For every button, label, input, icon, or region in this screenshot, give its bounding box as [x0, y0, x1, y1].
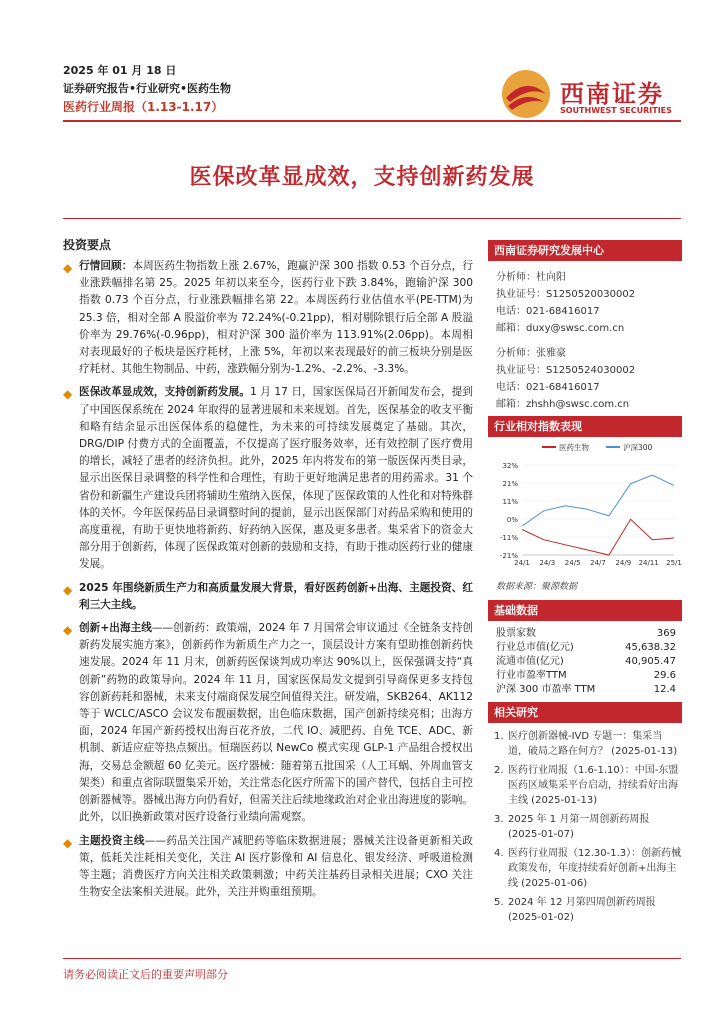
data-key: 股票家数	[496, 628, 536, 639]
data-row	[488, 669, 682, 683]
logo-en: SOUTHWEST SECURITIES	[560, 106, 672, 115]
report-title: 医保改革显成效，支持创新药发展	[189, 164, 535, 190]
paragraph	[63, 580, 473, 614]
bullet-icon: ◆	[63, 623, 73, 638]
data-key: 行业总市值(亿元)	[496, 642, 574, 653]
related-text: 2025 年 1 月第一周创新药周报 (2025-01-07)	[508, 814, 650, 840]
data-row	[488, 655, 682, 669]
paragraph-text: ——药品关注国产减肥药等临床数据进展；器械关注设备更新相关政策，低耗关注耗相关变化，关注 AI 医疗影像和 AI 信息化、银发经济、呼吸道检测等主题；消费医疗方向关注相关政策刺激；中药关注基药目录相关进展；CXO 关注生物安全法案相关进展。此外，关注并购重组预期。	[79, 834, 474, 899]
x-tick-label: 24/3	[539, 559, 556, 567]
y-tick-label: -11%	[499, 534, 518, 542]
paragraph-text: 1 月 17 日，国家医保局召开新闻发布会，提到了中国医保系统在 2024 年取得的显著进展和未来规划。首先，医保基金的收支平衡和略有结余显示出医保体系的稳健性，为未来的可持续发展奠定了基础。其次，DRG/DIP 付费方式的全面覆盖，不仅提高了医疗服务效率，还有效控制了医疗费用的增长，减轻了患者的经济负担。此外，2025 年内将发布的第一版医保丙类目录，显示出医保目录调整的科学性和合理性，有助于更好地满足患者的用药需求。31 个省份和新疆生产建设兵团将辅助生殖纳入医保，体现了医保政策的人性化和对特殊群体的关怀。今年医保药品目录调整时间的提前，显示出医保部门对药品采购和使用的高度重视，有助于更快地将新药、好药纳入医保，惠及更多患者。集采省下的资金大部分用于创新药，体现了医保政策对创新的鼓励和支持，有助于推动医药行业的健康发展。	[79, 386, 474, 571]
related-text: 医药行业周报（12.30-1.3）：创新药械政策发布，年度持续看好创新+出海主线 (2025-01-06)	[508, 848, 682, 889]
related-num: 3.	[494, 814, 504, 825]
report-date: 2025 年 01 月 18 日	[63, 64, 177, 77]
related-num: 4.	[494, 848, 504, 859]
report-category: 证券研究报告•行业研究•医药生物	[63, 82, 232, 95]
paragraph	[63, 384, 473, 573]
analyst-email[interactable]: 邮箱：zhshh@swsc.com.cn	[496, 399, 630, 410]
related-heading: 相关研究	[488, 702, 682, 723]
paragraph	[63, 833, 473, 902]
bullet-icon: ◆	[63, 835, 73, 850]
x-tick-label: 24/9	[615, 559, 632, 567]
relative-index-chart	[488, 437, 682, 575]
related-num: 2.	[494, 765, 504, 776]
sidebar-data	[488, 600, 682, 697]
bullet-icon: ◆	[63, 582, 73, 597]
sidebar-analysts	[488, 240, 682, 413]
data-value: 369	[656, 628, 676, 639]
data-row	[488, 683, 682, 697]
x-tick-label: 24/7	[590, 559, 606, 567]
report-weekly: 医药行业周报（1.13-1.17）	[63, 100, 224, 114]
data-key: 沪深 300 市盈率 TTM	[496, 684, 596, 695]
research-center-heading: 西南证券研究发展中心	[488, 240, 682, 261]
related-item[interactable]	[488, 846, 682, 891]
legend-label: 沪深300	[623, 443, 653, 452]
paragraph-lead: 创新+出海主线	[79, 622, 152, 635]
x-tick-label: 24/5	[564, 559, 581, 567]
related-item[interactable]	[488, 812, 682, 842]
data-key: 流通市值(亿元)	[496, 656, 564, 667]
related-item[interactable]	[488, 895, 682, 925]
bullet-icon: ◆	[63, 261, 73, 275]
data-row	[488, 641, 682, 655]
logo-mark-icon	[500, 68, 552, 120]
data-value: 40,905.47	[625, 656, 676, 667]
related-num: 5.	[494, 897, 504, 908]
paragraph-lead: 2025 年围绕新质生产力和高质量发展大背景，看好医药创新+出海、主题投资、红利三大主线。	[79, 581, 473, 611]
related-text: 医药行业周报（1.6-1.10）：中国-东盟医药区域集采平台启动，持续看好出海主线 (2025-01-13)	[508, 765, 679, 806]
main-column	[63, 258, 473, 907]
paragraph-lead: 主题投资主线	[79, 834, 145, 847]
chart-source: 数据来源：聚源数据	[496, 582, 578, 592]
analyst-name: 分析师：张雅豪	[496, 348, 566, 359]
bullet-icon: ◆	[63, 387, 73, 402]
related-text: 医疗创新器械-IVD 专题一：集采当道，破局之路在何方？ (2025-01-13)	[508, 731, 678, 757]
legend-label: 医药生物	[559, 443, 589, 452]
footer-disclaimer: 请务必阅读正文后的重要声明部分	[63, 968, 228, 981]
analyst-phone: 电话：021-68416017	[496, 382, 600, 393]
company-logo	[500, 64, 700, 124]
data-key: 行业市盈率TTM	[496, 670, 567, 681]
analyst-name: 分析师：杜向阳	[496, 272, 566, 283]
x-tick-label: 24/11	[638, 559, 659, 567]
section-heading: 投资要点	[63, 238, 112, 252]
analyst-license: 执业证号：S1250520030002	[496, 289, 636, 300]
y-tick-label: 32%	[502, 462, 518, 470]
sidebar-related	[488, 702, 682, 929]
top-rule	[63, 120, 681, 122]
logo-cn: 西南证券	[560, 79, 664, 108]
footer-rule	[63, 958, 681, 959]
data-row	[488, 627, 682, 641]
data-heading: 基础数据	[488, 600, 682, 621]
paragraph-text: ——创新药：政策端，2024 年 7 月国常会审议通过《全链条支持创新药发展实施方案》，创新药作为新质生产力之一，顶层设计方案有望助推创新药快速发展。2024 年 11 月末，创新药医保谈判成功率达 90%以上，医保强调支持“真创新”药物的政策导向。2024 年 11 月，国家医保局发文提到引导商保更多支持包容创新药耗和器械，未来支付端商保发展空间值得关注。研发端，SKB264、AK112 等于 WCLC/ASCO 会议发布靓丽数据，出色临床数据，国产创新持续亮相；出海方面，2024 年国产新药授权出海百花齐放，二代 IO、减肥药、自免 TCE、ADC、新机制、新适应症等热点频出。恒瑞医药以 NewCo 模式实现 GLP-1 产品组合授权出海，交易总金额超 60 亿美元。医疗器械：随着第五批国采（人工耳蜗、外周血管支架类）和重点省际联盟集采开始，关注常态化医疗所需下的国产替代，包括自主可控创新器械等。器械出海方向仍看好，但需关注后续地缘政治对企业出海进度的影响。此外，以旧换新政策对医疗设备行业绩向需观察。	[79, 622, 473, 824]
related-item[interactable]	[488, 763, 682, 808]
related-text: 2024 年 12 月第四周创新药周报 (2025-01-02)	[508, 897, 656, 923]
x-tick-label: 25/1	[666, 559, 682, 567]
analyst-phone: 电话：021-68416017	[496, 306, 600, 317]
title-rule	[63, 218, 681, 219]
perf-heading: 行业相对指数表现	[488, 416, 682, 437]
y-tick-label: -21%	[499, 552, 518, 560]
x-tick-label: 24/1	[514, 559, 530, 567]
data-value: 45,638.32	[625, 642, 676, 653]
y-tick-label: 21%	[502, 480, 518, 488]
related-num: 1.	[494, 731, 504, 742]
paragraph-lead: 医保改革显成效，支持创新药发展。	[79, 386, 251, 399]
y-tick-label: 0%	[506, 516, 518, 524]
paragraph-text: 本周医药生物指数上涨 2.67%，跑赢沪深 300 指数 0.53 个百分点，行业涨跌幅排名第 25。2025 年初以来至今，医药行业下跌 3.84%，跑输沪深 300 指数 0.73 个百分点，行业涨跌幅排名第 22。本周医药行业估值水平(PE-TTM)为 25.3 倍，相对全部 A 股溢价率为 72.24%(-0.21pp)，相对剔除银行后全部 A 股溢价率为 29.76%(-0.96pp)，相对沪深 300 溢价率为 113.91%(2.06pp)。本周相对表现最好的子板块是医疗耗材，上涨 5%，年初以来表现最好的前三板块分别是医疗耗材、其他生物制品、中药，涨跌幅分别为-1.2%、-2.2%、-3.3%。	[79, 260, 474, 376]
analyst-email[interactable]: 邮箱：duxy@swsc.com.cn	[496, 323, 625, 334]
paragraph-lead: 行情回顾：	[79, 260, 133, 272]
paragraph	[63, 258, 473, 378]
related-item[interactable]	[488, 729, 682, 759]
paragraph	[63, 620, 473, 826]
analyst-license: 执业证号：S1250524030002	[496, 365, 636, 376]
y-tick-label: 11%	[502, 498, 518, 506]
data-value: 29.6	[653, 670, 676, 681]
data-value: 12.4	[653, 684, 676, 695]
sidebar-chart	[488, 416, 682, 592]
